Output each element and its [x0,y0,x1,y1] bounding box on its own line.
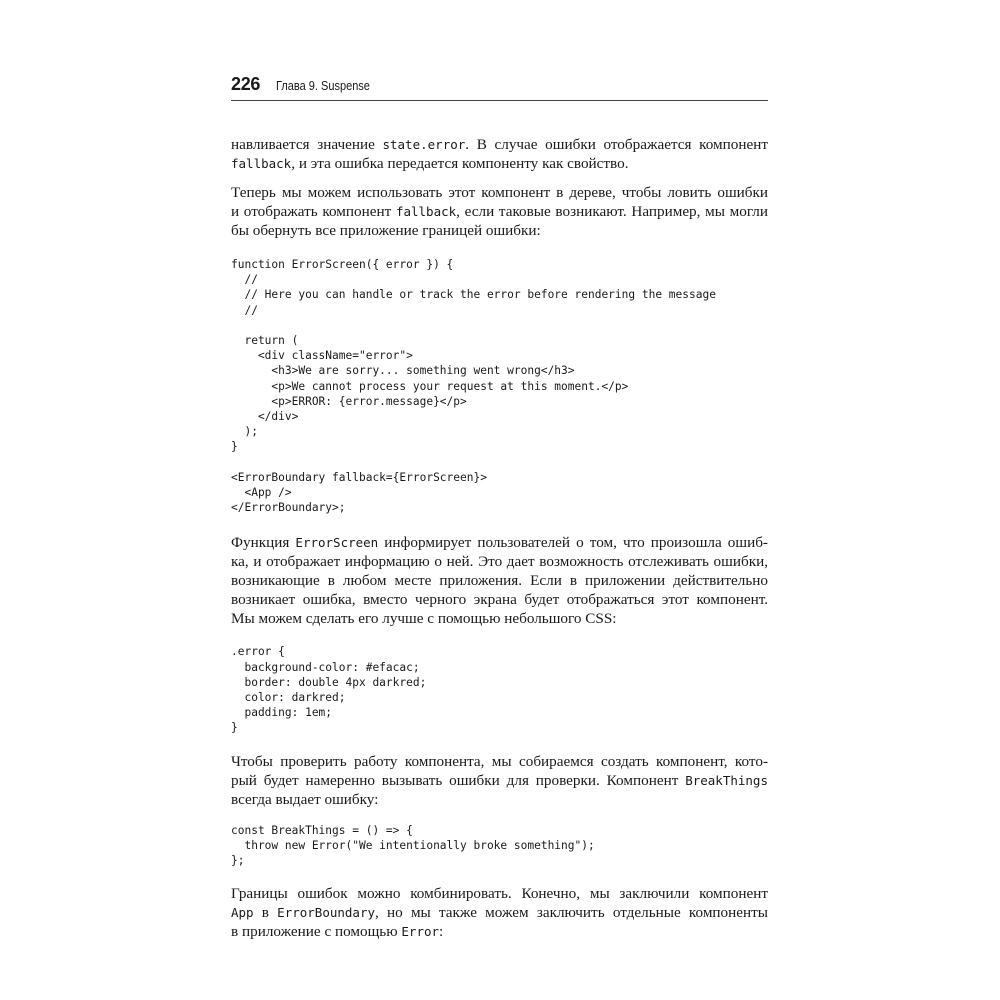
text-span: информирует пользователей о том, что произошла ошиб- [378,534,768,552]
inline-code: Error [401,924,440,940]
inline-code: ErrorBoundary [277,905,376,921]
paragraph-line: возникающие в любом месте приложения. Если в приложении действительно [231,572,768,590]
text-span: . В случае ошибки отображается компонент [465,136,769,153]
inline-code: fallback [395,204,457,219]
paragraph-2 [231,183,768,240]
code-block-error-screen: function ErrorScreen({ error }) { // // Here you can handle or track the error before rendering the message // return ( <div className="error"> <h3>We are sorry... something went wrong</h3> <p>We cannot process your request at this moment.</p> <p>ERROR: {error.message}</p> </div> ); } <ErrorBoundary fallback={ErrorScreen}> <App /> </ErrorBoundary>; [231,258,716,515]
inline-code: BreakThings [685,772,768,788]
paragraph-line: Теперь мы можем использовать этот компонент в дереве, чтобы ловить ошибки [231,184,768,201]
paragraph-line: всегда выдает ошибку: [231,790,379,808]
text-span: в приложение с помощью [231,923,402,941]
paragraph-line: ка, и отображает информацию о ней. Это дает возможность отслеживать ошибки, [231,553,768,571]
paragraph-line [231,202,768,221]
book-page [231,74,768,941]
paragraph-line: бы обернуть все приложение границей ошибки: [231,222,541,239]
text-span: , если таковые возникают. Например, мы могли [456,203,768,220]
text-span: : [439,923,444,941]
paragraph-line [231,771,768,790]
page-number: 226 [231,74,261,94]
paragraph-line [231,154,768,173]
paragraph-5 [231,884,768,941]
text-span: и отображать компонент [231,203,396,220]
text-span: , но мы также можем заключить отдельные компоненты [375,904,768,922]
inline-code: fallback [231,156,292,171]
paragraph-line [231,903,768,922]
text-span: рый будет намеренно вызывать ошибки для проверки. Компонент [231,771,686,789]
inline-code: state.error [382,137,466,152]
paragraph-line: Чтобы проверить работу компонента, мы собираемся создать компонент, кото- [231,752,768,770]
paragraph-line [231,922,768,941]
text-span: в [253,904,278,922]
paragraph-4 [231,752,768,809]
text-span: навливается значение [231,136,383,153]
paragraph-line: Границы ошибок можно комбинировать. Конечно, мы заключили компонент [231,885,768,903]
paragraph-3 [231,533,768,628]
paragraph-line: Мы можем сделать его лучше с помощью небольшого CSS: [231,610,617,628]
page-header [231,74,768,101]
code-block-break-things: const BreakThings = () => { throw new Error("We intentionally broke something"); }; [231,823,595,868]
text-span: , и эта ошибка передается компоненту как свойство. [291,155,629,172]
inline-code: ErrorScreen [295,535,379,551]
paragraph-line [231,135,768,154]
paragraph-line [231,533,768,552]
text-span: Функция [231,534,296,552]
chapter-title: Глава 9. Suspense [276,79,371,93]
code-block-css: .error { background-color: #efacac; border: double 4px darkred; color: darkred; padding: 1em; } [231,645,427,735]
paragraph-1 [231,135,768,173]
paragraph-line: возникает ошибка, вместо черного экрана будет отображаться этот компонент. [231,591,768,609]
inline-code: App [231,905,254,921]
